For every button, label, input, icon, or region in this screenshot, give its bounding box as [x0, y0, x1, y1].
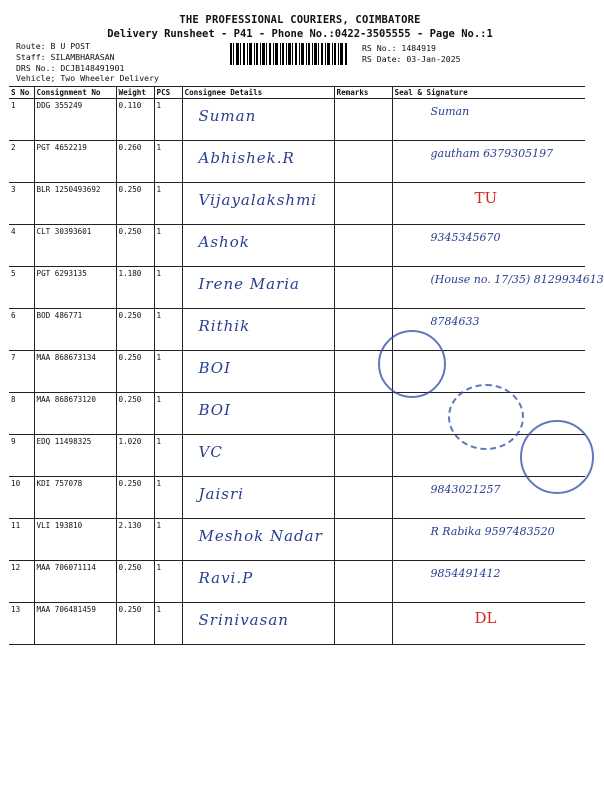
cell-remarks [334, 183, 392, 225]
cell-consignment-no: MAA 868673120 [34, 393, 116, 435]
cell-consignee [182, 141, 334, 183]
cell-consignment-no: PGT 6293135 [34, 267, 116, 309]
signature-handwriting: gautham 6379305197 [430, 147, 554, 160]
cell-consignee [182, 435, 334, 477]
cell-consignment-no: MAA 868673134 [34, 351, 116, 393]
table-header-row [9, 87, 585, 99]
cell-pcs: 1 [154, 351, 182, 393]
cell-signature [392, 99, 585, 141]
staff-text: Staff: SILAMBHARASAN [16, 52, 115, 62]
cell-signature [392, 519, 585, 561]
cell-pcs: 1 [154, 603, 182, 645]
university-seal-stamp [520, 420, 594, 494]
cell-consignee [182, 393, 334, 435]
cell-remarks [334, 393, 392, 435]
cell-consignee [182, 267, 334, 309]
cell-pcs: 1 [154, 561, 182, 603]
cell-consignee [182, 561, 334, 603]
cell-remarks [334, 141, 392, 183]
cell-weight: 0.250 [116, 603, 154, 645]
signature-handwriting: TU [474, 189, 498, 207]
cell-sno: 11 [9, 519, 34, 561]
cell-weight: 1.180 [116, 267, 154, 309]
cell-sno: 5 [9, 267, 34, 309]
consignee-handwriting: Abhishek.R [198, 149, 295, 167]
cell-sno: 12 [9, 561, 34, 603]
table-row [9, 603, 585, 645]
cell-signature [392, 267, 604, 309]
col-header-signature: Seal & Signature [392, 87, 585, 99]
cell-weight: 0.250 [116, 477, 154, 519]
signature-handwriting: 9345345670 [430, 231, 501, 244]
cell-weight: 0.260 [116, 141, 154, 183]
table-row [9, 477, 585, 519]
cell-sno: 4 [9, 225, 34, 267]
consignee-handwriting: Srinivasan [198, 611, 289, 629]
cell-weight: 0.250 [116, 225, 154, 267]
cell-consignee [182, 225, 334, 267]
signature-handwriting: R Rabika 9597483520 [430, 525, 555, 538]
drs-number: DRS No.: DCJB148491901 [16, 63, 125, 73]
consignee-handwriting: BOI [198, 401, 232, 419]
col-header-remarks: Remarks [334, 87, 392, 99]
col-header-sno: S No [9, 87, 34, 99]
table-row [9, 141, 585, 183]
cell-consignment-no: MAA 706481459 [34, 603, 116, 645]
col-header-consignee: Consignee Details [182, 87, 334, 99]
col-header-consignment: Consignment No [34, 87, 116, 99]
cell-consignment-no: DDG 355249 [34, 99, 116, 141]
cell-pcs: 1 [154, 519, 182, 561]
cell-consignment-no: KDI 757078 [34, 477, 116, 519]
runsheet-subtitle: Delivery Runsheet - P41 - Phone No.:0422-3505555 - Page No.:1 [107, 28, 493, 40]
signature-handwriting: 8784633 [430, 315, 480, 328]
cell-weight: 0.250 [116, 561, 154, 603]
cell-pcs: 1 [154, 435, 182, 477]
cell-weight: 2.130 [116, 519, 154, 561]
cell-sno: 10 [9, 477, 34, 519]
cell-signature [392, 603, 585, 645]
cell-remarks [334, 477, 392, 519]
cell-remarks [334, 225, 392, 267]
cell-consignee [182, 99, 334, 141]
cell-pcs: 1 [154, 225, 182, 267]
cell-sno: 2 [9, 141, 34, 183]
signature-handwriting: 9843021257 [430, 483, 501, 496]
cell-consignee [182, 519, 334, 561]
col-header-weight: Weight [116, 87, 154, 99]
cell-signature [392, 561, 585, 603]
table-row [9, 561, 585, 603]
cell-consignment-no: MAA 706071114 [34, 561, 116, 603]
consignee-handwriting: Irene Maria [198, 275, 300, 293]
cell-remarks [334, 603, 392, 645]
table-row [9, 309, 585, 351]
consignee-handwriting: VC [198, 443, 223, 461]
consignee-handwriting: Vijayalakshmi [198, 191, 318, 209]
cell-weight: 0.250 [116, 393, 154, 435]
cell-pcs: 1 [154, 477, 182, 519]
cell-weight: 0.250 [116, 309, 154, 351]
runsheet-title: THE PROFESSIONAL COURIERS, COIMBATORE [179, 14, 421, 26]
table-row [9, 225, 585, 267]
cell-consignment-no: PGT 4652219 [34, 141, 116, 183]
signature-handwriting: (House no. 17/35) 8129934613 [430, 273, 604, 286]
signature-handwriting: 9854491412 [430, 567, 501, 580]
consignee-handwriting: Meshok Nadar [198, 527, 323, 545]
cell-sno: 7 [9, 351, 34, 393]
cell-pcs: 1 [154, 309, 182, 351]
table-row [9, 99, 585, 141]
consignee-handwriting: Jaisri [198, 485, 244, 503]
cell-pcs: 1 [154, 183, 182, 225]
rs-date: RS Date: 03-Jan-2025 [362, 54, 461, 64]
cell-sno: 3 [9, 183, 34, 225]
consignee-handwriting: Ravi.P [198, 569, 254, 587]
cell-consignment-no: VLI 193810 [34, 519, 116, 561]
cell-weight: 1.020 [116, 435, 154, 477]
cell-sno: 1 [9, 99, 34, 141]
consignee-handwriting: Ashok [198, 233, 250, 251]
col-header-pcs: PCS [154, 87, 182, 99]
cell-signature [392, 225, 585, 267]
cell-pcs: 1 [154, 393, 182, 435]
cell-pcs: 1 [154, 141, 182, 183]
cell-sno: 9 [9, 435, 34, 477]
cell-remarks [334, 267, 392, 309]
cell-consignee [182, 603, 334, 645]
bank-seal-stamp [378, 330, 446, 398]
vehicle-text: Vehicle; Two Wheeler Delivery [16, 73, 159, 83]
barcode-icon [230, 43, 348, 65]
bank-seal-stamp-2 [448, 384, 524, 450]
rs-number: RS No.: 1484919 [362, 43, 436, 53]
cell-consignment-no: EDQ 11498325 [34, 435, 116, 477]
runsheet-table [9, 86, 604, 645]
table-row [9, 519, 585, 561]
cell-consignment-no: BLR 1250493692 [34, 183, 116, 225]
cell-remarks [334, 435, 392, 477]
consignee-handwriting: Suman [198, 107, 257, 125]
cell-sno: 8 [9, 393, 34, 435]
cell-sno: 6 [9, 309, 34, 351]
cell-consignee [182, 309, 334, 351]
cell-consignee [182, 477, 334, 519]
cell-signature [392, 183, 585, 225]
cell-consignment-no: CLT 30393601 [34, 225, 116, 267]
table-row [9, 267, 585, 309]
cell-remarks [334, 561, 392, 603]
cell-weight: 0.250 [116, 183, 154, 225]
consignee-handwriting: Rithik [198, 317, 251, 335]
signature-handwriting: Suman [430, 105, 470, 118]
cell-weight: 0.110 [116, 99, 154, 141]
cell-consignee [182, 351, 334, 393]
cell-consignee [182, 183, 334, 225]
cell-pcs: 1 [154, 99, 182, 141]
signature-handwriting: DL [474, 609, 497, 627]
route-text: Route: B U POST [16, 41, 90, 51]
consignee-handwriting: BOI [198, 359, 232, 377]
cell-consignment-no: BOD 486771 [34, 309, 116, 351]
cell-signature [392, 141, 585, 183]
cell-pcs: 1 [154, 267, 182, 309]
table-row [9, 183, 585, 225]
cell-remarks [334, 99, 392, 141]
cell-remarks [334, 519, 392, 561]
cell-sno: 13 [9, 603, 34, 645]
cell-weight: 0.250 [116, 351, 154, 393]
